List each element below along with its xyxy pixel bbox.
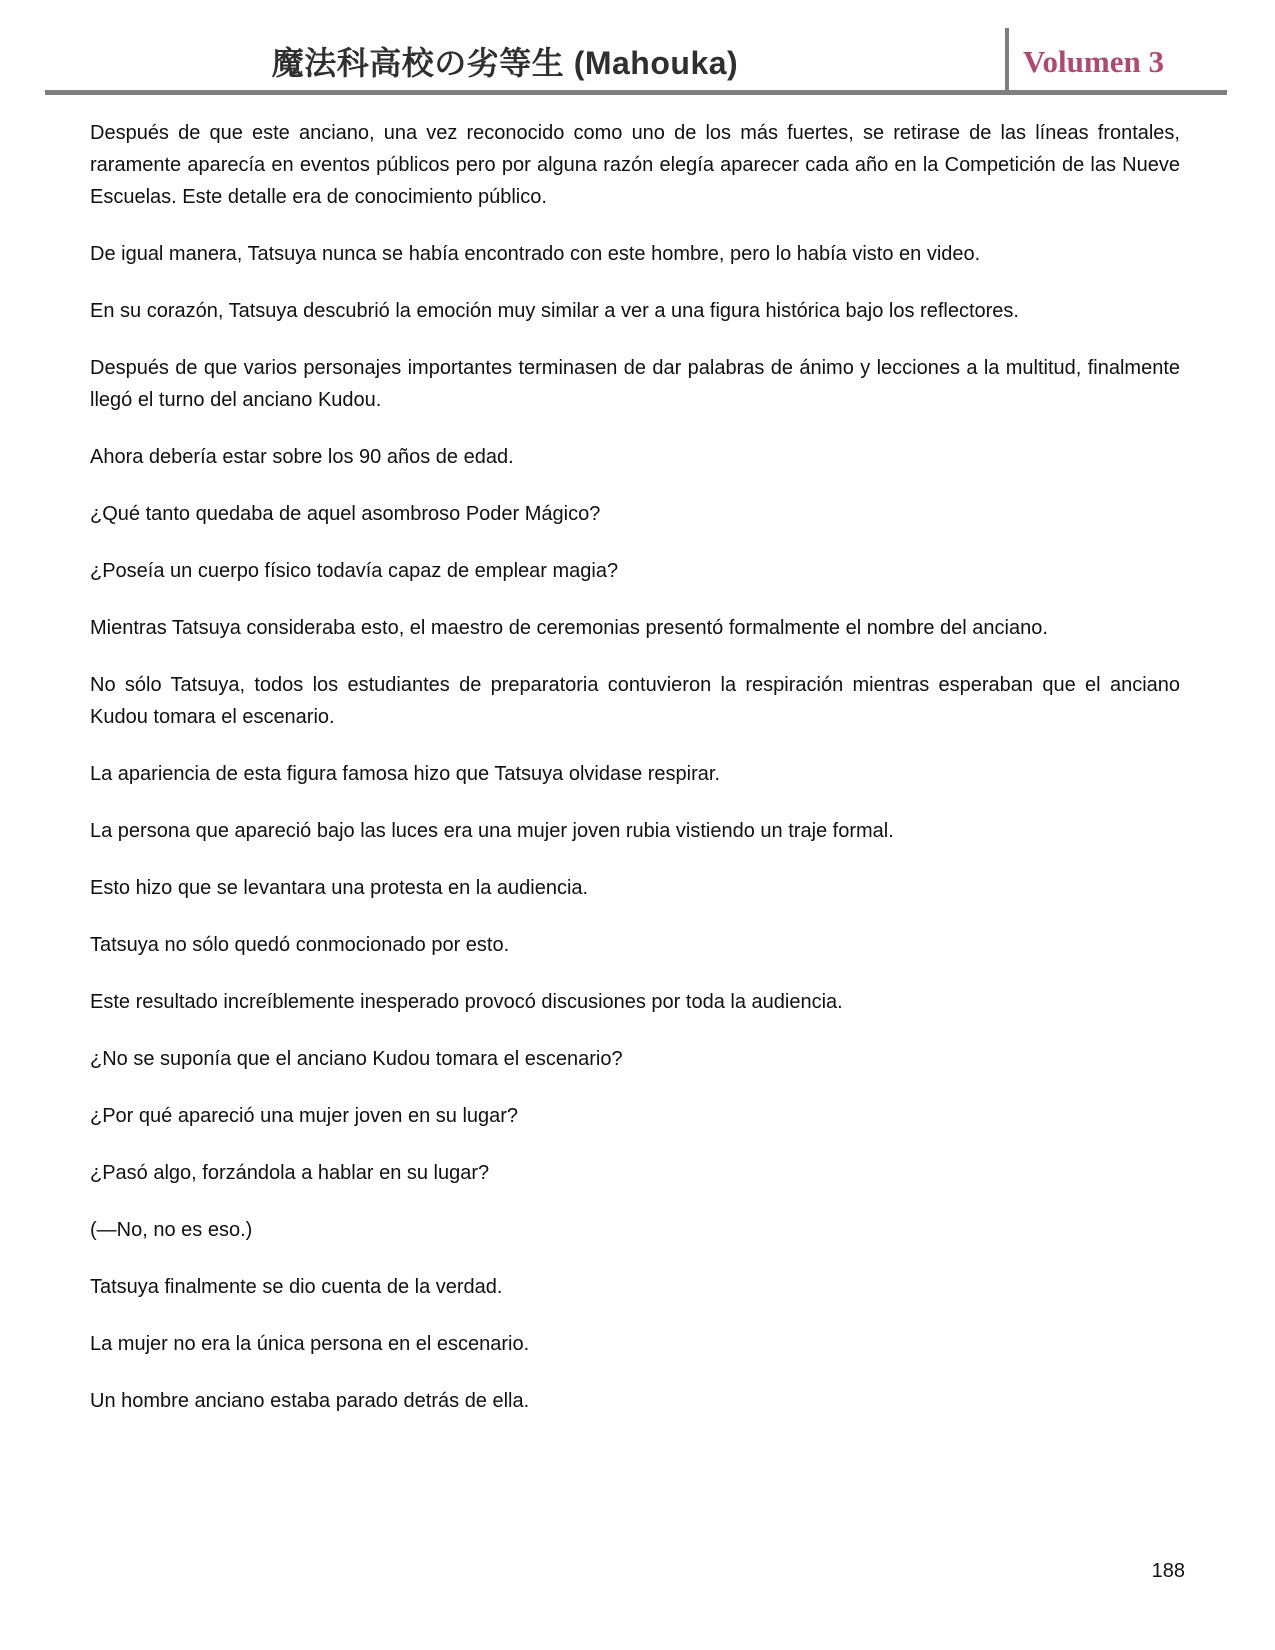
paragraph: Tatsuya finalmente se dio cuenta de la verdad. [90,1276,503,1298]
paragraph: Después de que varios personajes importantes terminasen de dar palabras de ánimo y lecciones a la multitud, finalmente llegó el turno del anciano Kudou. [90,357,1180,411]
volume-label: Volumen 3 [1023,44,1164,79]
document-title: 魔法科高校の劣等生 (Mahouka) [271,45,739,81]
paragraph: (—No, no es eso.) [90,1219,253,1241]
header-title-area [45,38,1005,90]
page-number: 188 [1151,1560,1185,1582]
paragraph: ¿No se suponía que el anciano Kudou tomara el escenario? [90,1048,623,1070]
paragraph: Esto hizo que se levantara una protesta en la audiencia. [90,877,589,899]
paragraph: Tatsuya no sólo quedó conmocionado por esto. [90,934,510,956]
paragraph: Mientras Tatsuya consideraba esto, el maestro de ceremonias presentó formalmente el nombre del anciano. [90,617,1048,639]
paragraph: Después de que este anciano, una vez reconocido como uno de los más fuertes, se retirase de las líneas frontales, raramente aparecía en eventos públicos pero por alguna razón elegía aparecer cada año en la Competición de las Nueve Escuelas. Este detalle era de conocimiento público. [90,122,1180,208]
paragraph: ¿Pasó algo, forzándola a hablar en su lugar? [90,1162,490,1184]
paragraph: ¿Por qué apareció una mujer joven en su lugar? [90,1105,519,1127]
paragraph: En su corazón, Tatsuya descubrió la emoción muy similar a ver a una figura histórica bajo los reflectores. [90,300,1019,322]
paragraph: ¿Qué tanto quedaba de aquel asombroso Poder Mágico? [90,503,601,525]
page-body [90,95,1180,1442]
paragraph: Un hombre anciano estaba parado detrás de ella. [90,1390,530,1412]
paragraph: De igual manera, Tatsuya nunca se había encontrado con este hombre, pero lo había visto en video. [90,243,981,265]
paragraph: No sólo Tatsuya, todos los estudiantes de preparatoria contuvieron la respiración mientras esperaban que el anciano Kudou tomara el escenario. [90,674,1180,728]
paragraph: La mujer no era la única persona en el escenario. [90,1333,530,1355]
paragraph: La persona que apareció bajo las luces era una mujer joven rubia vistiendo un traje formal. [90,820,894,842]
paragraph: La apariencia de esta figura famosa hizo que Tatsuya olvidase respirar. [90,763,721,785]
header-volume-area [1009,44,1227,90]
paragraph: Ahora debería estar sobre los 90 años de edad. [90,446,514,468]
page-header [45,0,1227,95]
paragraph: Este resultado increíblemente inesperado provocó discusiones por toda la audiencia. [90,991,843,1013]
paragraph: ¿Poseía un cuerpo físico todavía capaz de emplear magia? [90,560,619,582]
